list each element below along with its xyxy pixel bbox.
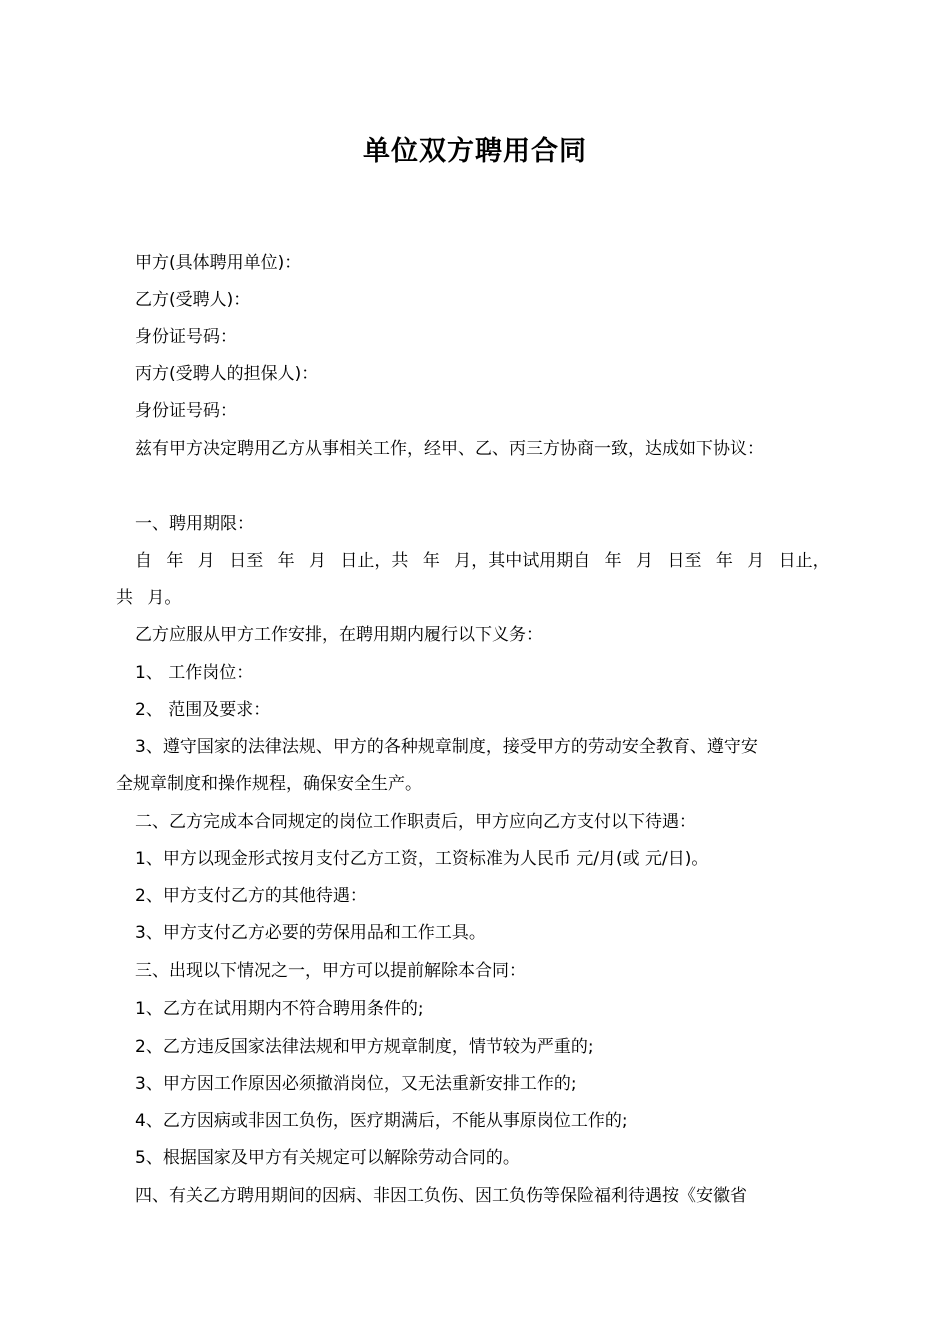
termination-item-3: 3、甲方因工作原因必须撤消岗位，又无法重新安排工作的; [135, 1074, 577, 1094]
party-b-id-line: 身份证号码： [135, 327, 237, 347]
document-title: 单位双方聘用合同 [363, 136, 587, 167]
agreement-preamble: 兹有甲方决定聘用乙方从事相关工作，经甲、乙、丙三方协商一致，达成如下协议： [135, 439, 764, 459]
duty-item-2: 2、 范围及要求： [135, 700, 271, 720]
benefit-item-1: 1、甲方以现金形式按月支付乙方工资，工资标准为人民币 元/月(或 元/日)。 [135, 849, 709, 869]
termination-item-2: 2、乙方违反国家法律法规和甲方规章制度，情节较为严重的; [135, 1037, 594, 1057]
party-c-line: 丙方(受聘人的担保人)： [135, 364, 319, 384]
party-a-line: 甲方(具体聘用单位)： [135, 253, 302, 273]
section-1-heading: 一、聘用期限： [135, 514, 254, 534]
section-4-heading: 四、有关乙方聘用期间的因病、非因工负伤、因工负伤等保险福利待遇按《安徽省 [135, 1186, 747, 1206]
benefit-item-2: 2、甲方支付乙方的其他待遇： [135, 886, 367, 906]
termination-item-5: 5、根据国家及甲方有关规定可以解除劳动合同的。 [135, 1148, 520, 1168]
termination-item-1: 1、乙方在试用期内不符合聘用条件的; [135, 999, 424, 1019]
benefit-item-3: 3、甲方支付乙方必要的劳保用品和工作工具。 [135, 923, 486, 943]
employment-term-line: 自 年 月 日至 年 月 日止，共 年 月，其中试用期自 年 月 日至 年 月 日止， [135, 551, 830, 571]
party-b-line: 乙方(受聘人)： [135, 290, 251, 310]
duty-item-3-cont: 全规章制度和操作规程，确保安全生产。 [116, 774, 422, 794]
party-c-id-line: 身份证号码： [135, 401, 237, 421]
section-2-heading: 二、乙方完成本合同规定的岗位工作职责后，甲方应向乙方支付以下待遇： [135, 812, 696, 832]
duty-item-3: 3、遵守国家的法律法规、甲方的各种规章制度，接受甲方的劳动安全教育、遵守安 [135, 737, 758, 757]
termination-item-4: 4、乙方因病或非因工负伤，医疗期满后，不能从事原岗位工作的; [135, 1111, 628, 1131]
employment-term-line-cont: 共 月。 [116, 588, 182, 608]
duty-item-1: 1、 工作岗位： [135, 663, 254, 683]
duties-intro: 乙方应服从甲方工作安排，在聘用期内履行以下义务： [135, 625, 543, 645]
section-3-heading: 三、出现以下情况之一，甲方可以提前解除本合同： [135, 961, 526, 981]
